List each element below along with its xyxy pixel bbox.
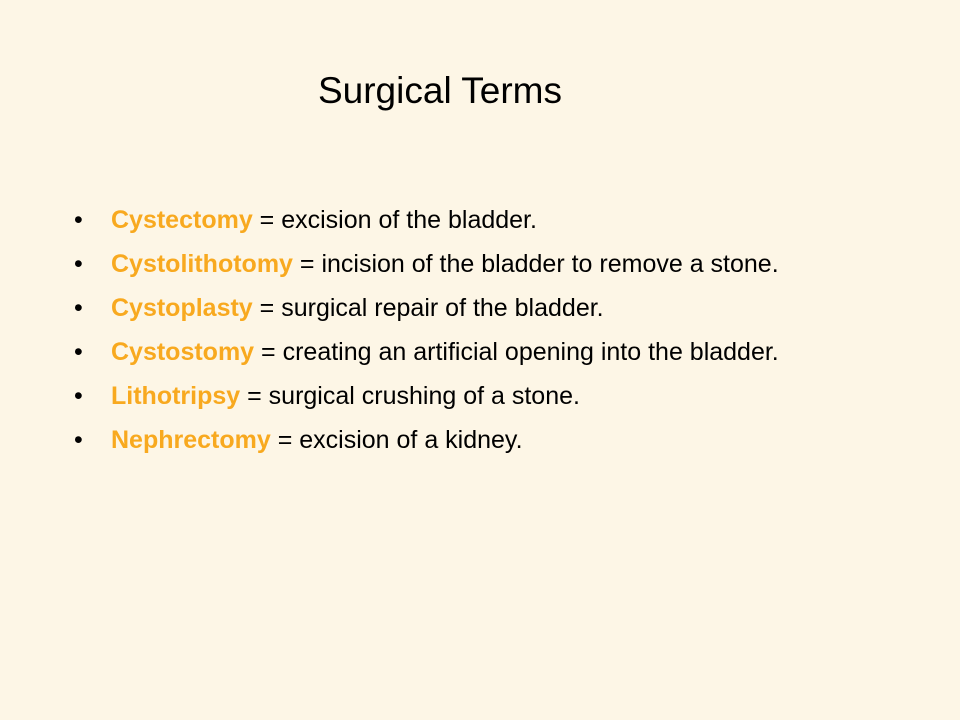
term-label: Cystoplasty	[111, 294, 253, 322]
bullet-icon: •	[74, 426, 83, 454]
list-item	[74, 291, 874, 326]
term-definition: = excision of a kidney.	[270, 426, 523, 454]
term-definition: = excision of the bladder.	[252, 206, 537, 234]
term-definition: = surgical repair of the bladder.	[252, 294, 604, 322]
term-definition: = surgical crushing of a stone.	[240, 382, 580, 410]
list-item	[74, 335, 874, 370]
bullet-icon: •	[74, 250, 83, 278]
bullet-icon: •	[74, 382, 83, 410]
term-label: Cystostomy	[111, 338, 255, 366]
bullet-icon: •	[74, 206, 83, 234]
bullet-icon: •	[74, 338, 83, 366]
list-item	[74, 379, 874, 414]
list-item	[74, 203, 874, 238]
term-label: Nephrectomy	[111, 426, 271, 454]
slide-title: Surgical Terms	[317, 70, 562, 111]
term-label: Cystolithotomy	[111, 250, 293, 278]
term-label: Lithotripsy	[111, 382, 241, 410]
term-definition: = creating an artificial opening into the bladder.	[254, 338, 779, 366]
term-list	[74, 203, 874, 467]
term-label: Cystectomy	[111, 206, 253, 234]
list-item	[74, 247, 874, 282]
bullet-icon: •	[74, 294, 83, 322]
term-definition: = incision of the bladder to remove a stone.	[292, 250, 779, 278]
list-item	[74, 423, 874, 458]
